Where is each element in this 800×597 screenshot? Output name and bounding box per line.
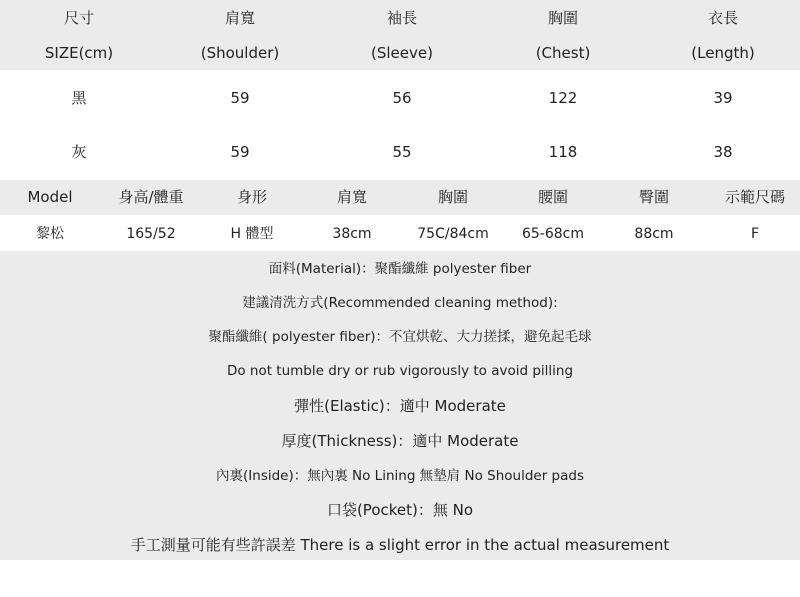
- size-cell: 59: [230, 89, 250, 107]
- size-header-en: (Sleeve): [371, 44, 433, 62]
- model-cell: 38cm: [332, 226, 372, 242]
- cleaning-note-english: Do not tumble dry or rub vigorously to avoid pilling: [226, 363, 574, 379]
- material-line: 面料(Material)：聚酯纖維 polyester fiber: [268, 261, 532, 277]
- size-header-en: (Length): [691, 44, 755, 62]
- model-header: 示範尺碼: [724, 188, 786, 206]
- model-cell: H 體型: [230, 226, 274, 242]
- size-cell: 黑: [71, 89, 87, 107]
- measurement-note: 手工測量可能有些許誤差 There is a slight error in the actual measurement: [130, 536, 670, 554]
- model-cell: 165/52: [126, 226, 176, 242]
- size-header-en: SIZE(cm): [44, 44, 114, 62]
- size-header-zh: 尺寸: [63, 9, 95, 27]
- model-header: 臀圍: [638, 188, 670, 206]
- model-cell: 88cm: [634, 226, 674, 242]
- model-header: 身高/體重: [118, 188, 184, 206]
- size-cell: 灰: [71, 143, 87, 161]
- elastic-line: 彈性(Elastic)：適中 Moderate: [294, 397, 506, 415]
- size-cell: 59: [230, 143, 250, 161]
- pocket-line: 口袋(Pocket)：無 No: [326, 501, 474, 519]
- model-cell: F: [750, 226, 760, 242]
- size-header-en: (Chest): [535, 44, 591, 62]
- model-cell: 黎松: [36, 226, 64, 242]
- model-table-header: [0, 180, 800, 215]
- cleaning-note-line: 聚酯纖維( polyester fiber)：不宜烘乾、大力搓揉，避免起毛球: [208, 329, 592, 345]
- thickness-line: 厚度(Thickness)：適中 Moderate: [281, 432, 519, 450]
- size-header-en: (Shoulder): [200, 44, 280, 62]
- size-cell: 122: [548, 89, 578, 107]
- size-cell: 39: [713, 89, 733, 107]
- model-header: 肩寬: [336, 188, 368, 206]
- size-header-zh: 袖長: [386, 9, 418, 27]
- size-header-zh: 肩寬: [224, 9, 256, 27]
- model-header: Model: [27, 188, 73, 206]
- size-cell: 118: [548, 143, 578, 161]
- size-cell: 38: [713, 143, 733, 161]
- size-cell: 55: [392, 143, 412, 161]
- size-table-header: [0, 0, 800, 70]
- size-cell: 56: [392, 89, 412, 107]
- model-cell: 75C/84cm: [417, 226, 489, 242]
- model-header: 身形: [236, 188, 268, 206]
- inside-line: 內裏(Inside)：無內裏 No Lining 無墊肩 No Shoulder pads: [216, 468, 584, 484]
- size-header-zh: 胸圍: [547, 9, 579, 27]
- model-cell: 65-68cm: [521, 226, 585, 242]
- size-header-zh: 衣長: [707, 9, 739, 27]
- cleaning-method-line: 建議清洗方式(Recommended cleaning method):: [242, 295, 558, 311]
- product-info-panel: [0, 251, 800, 560]
- model-table-row: [0, 215, 800, 251]
- model-header: 胸圍: [437, 188, 469, 206]
- model-header: 腰圍: [537, 188, 569, 206]
- size-table-body: [0, 70, 800, 180]
